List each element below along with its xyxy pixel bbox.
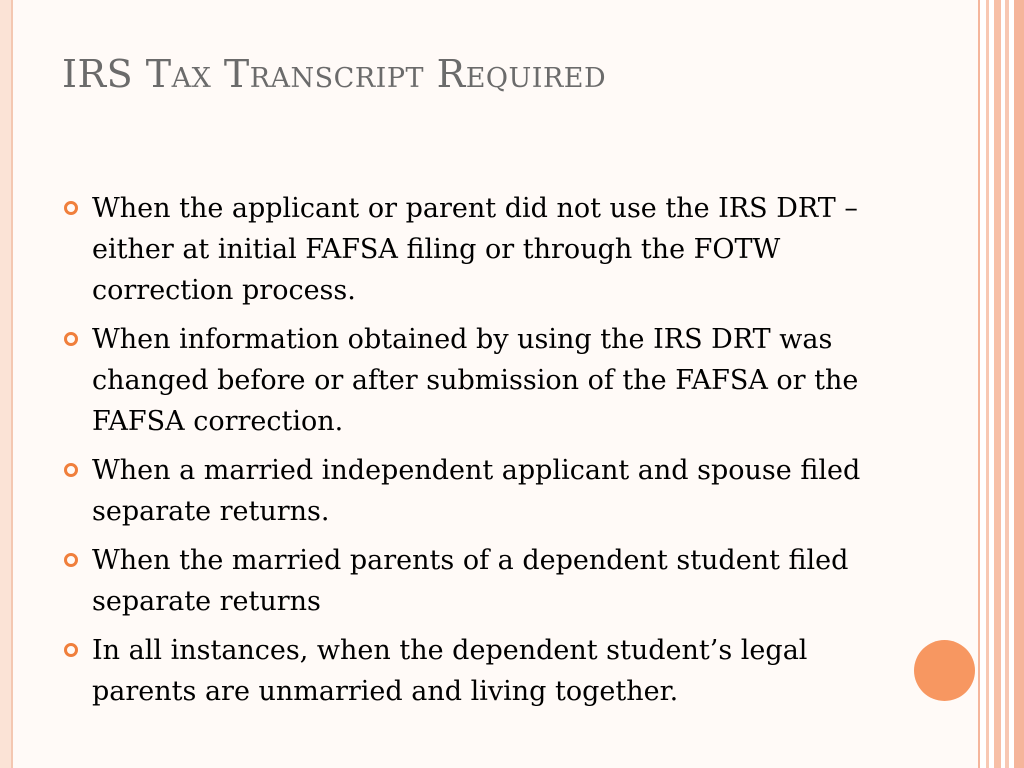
- bullet-marker: [62, 188, 92, 228]
- bullet-item: [62, 319, 892, 442]
- ring-bullet-icon: [64, 463, 78, 477]
- ring-bullet-icon: [64, 332, 78, 346]
- bullet-text: When the married parents of a dependent student filed separate returns: [92, 545, 849, 617]
- right-stripe-decoration: [978, 0, 1024, 768]
- bullet-text: When information obtained by using the IRS DRT was changed before or after submission of the FAFSA or the FAFSA correction.: [92, 324, 859, 437]
- stripe: [1014, 0, 1024, 768]
- bullet-item: [62, 540, 892, 622]
- bullet-marker: [62, 319, 92, 359]
- bullet-marker: [62, 540, 92, 580]
- stripe: [994, 0, 1001, 768]
- ring-bullet-icon: [64, 553, 78, 567]
- slide-title: IRS Tax Transcript Required: [62, 52, 607, 96]
- bullet-marker: [62, 630, 92, 670]
- bullet-text: When a married independent applicant and spouse filed separate returns.: [92, 455, 861, 527]
- stripe: [986, 0, 989, 768]
- stripe: [1005, 0, 1009, 768]
- accent-circle-decoration: [914, 640, 975, 701]
- left-border-decoration: [0, 0, 13, 768]
- ring-bullet-icon: [64, 643, 78, 657]
- bullet-list: [62, 188, 892, 720]
- bullet-item: [62, 450, 892, 532]
- bullet-item: [62, 188, 892, 311]
- stripe: [978, 0, 980, 768]
- bullet-text: In all instances, when the dependent student’s legal parents are unmarried and living together.: [92, 635, 808, 707]
- bullet-text: When the applicant or parent did not use the IRS DRT – either at initial FAFSA filing or through the FOTW correction process.: [92, 193, 858, 306]
- ring-bullet-icon: [64, 201, 78, 215]
- bullet-item: [62, 630, 892, 712]
- bullet-marker: [62, 450, 92, 490]
